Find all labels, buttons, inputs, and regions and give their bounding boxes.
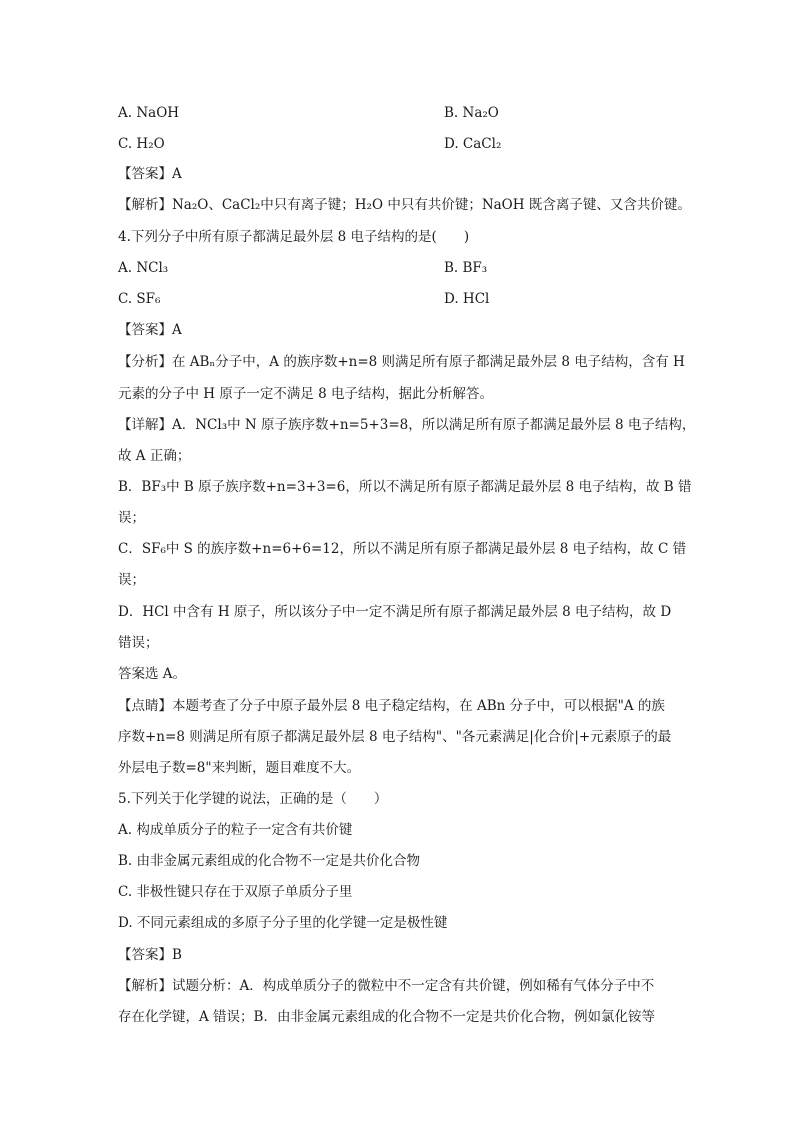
q5-answer: 【答案】B: [118, 947, 182, 963]
q3-option-b: B. Na₂O: [444, 105, 499, 121]
q3-answer: 【答案】A: [118, 166, 182, 182]
q4-detail-line-4: 误；: [118, 510, 145, 526]
q4-detail-line-6: 误；: [118, 572, 145, 588]
q4-stem: 4.下列分子中所有原子都满足最外层 8 电子结构的是( ): [118, 229, 470, 245]
q4-option-b: B. BF₃: [444, 260, 488, 276]
q4-detail-line-9: 答案选 A。: [118, 666, 187, 682]
q4-comment-line-2: 序数+n=8 则满足所有原子都满足最外层 8 电子结构"、"各元素满足|化合价|+元素原子的最: [118, 729, 672, 745]
q5-analysis-line-1: 【解析】试题分析：A．构成单质分子的微粒中不一定含有共价键，例如稀有气体分子中不: [118, 978, 655, 994]
q4-option-c: C. SF₆: [118, 291, 161, 307]
q5-option-c: C. 非极性键只存在于双原子单质分子里: [118, 884, 353, 900]
q4-detail-line-1: 【详解】A．NCl₃中 N 原子族序数+n=5+3=8，所以满足所有原子都满足最外层 8 电子结构，: [118, 417, 696, 433]
q4-detail-line-3: B．BF₃中 B 原子族序数+n=3+3=6，所以不满足所有原子都满足最外层 8 电子结构，故 B 错: [118, 479, 692, 495]
q4-detail-line-8: 错误；: [118, 635, 159, 651]
q4-answer: 【答案】A: [118, 322, 182, 338]
q4-comment-line-1: 【点睛】本题考查了分子中原子最外层 8 电子稳定结构，在 ABn 分子中，可以根据"A 的族: [118, 698, 665, 714]
q5-stem: 5.下列关于化学键的说法，正确的是（ ）: [118, 791, 388, 807]
q4-option-d: D. HCl: [444, 291, 490, 307]
q3-option-c: C. H₂O: [118, 136, 165, 152]
q5-option-b: B. 由非金属元素组成的化合物不一定是共价化合物: [118, 853, 421, 869]
q5-analysis-line-2: 存在化学键，A 错误；B．由非金属元素组成的化合物不一定是共价化合物，例如氯化铵等: [118, 1009, 655, 1025]
q3-option-a: A. NaOH: [118, 105, 180, 121]
q4-detail-line-7: D．HCl 中含有 H 原子，所以该分子中一定不满足所有原子都满足最外层 8 电子结构，故 D: [118, 604, 672, 620]
q4-option-a: A. NCl₃: [118, 260, 169, 276]
q3-analysis: 【解析】Na₂O、CaCl₂中只有离子键；H₂O 中只有共价键；NaOH 既含离子键、又含共价键。: [118, 197, 691, 213]
q4-detail-line-2: 故 A 正确；: [118, 448, 191, 464]
q4-detail-line-5: C．SF₆中 S 的族序数+n=6+6=12，所以不满足所有原子都满足最外层 8 电子结构，故 C 错: [118, 541, 687, 557]
q4-analysis-line-1: 【分析】在 ABₙ分子中，A 的族序数+n=8 则满足所有原子都满足最外层 8 电子结构，含有 H: [118, 354, 685, 370]
q4-comment-line-3: 外层电子数=8"来判断，题目难度不大。: [118, 760, 361, 776]
q3-option-d: D. CaCl₂: [444, 136, 502, 152]
q5-option-d: D. 不同元素组成的多原子分子里的化学键一定是极性键: [118, 915, 448, 931]
q4-analysis-line-2: 元素的分子中 H 原子一定不满足 8 电子结构，据此分析解答。: [118, 386, 494, 402]
q5-option-a: A. 构成单质分子的粒子一定含有共价键: [118, 822, 353, 838]
